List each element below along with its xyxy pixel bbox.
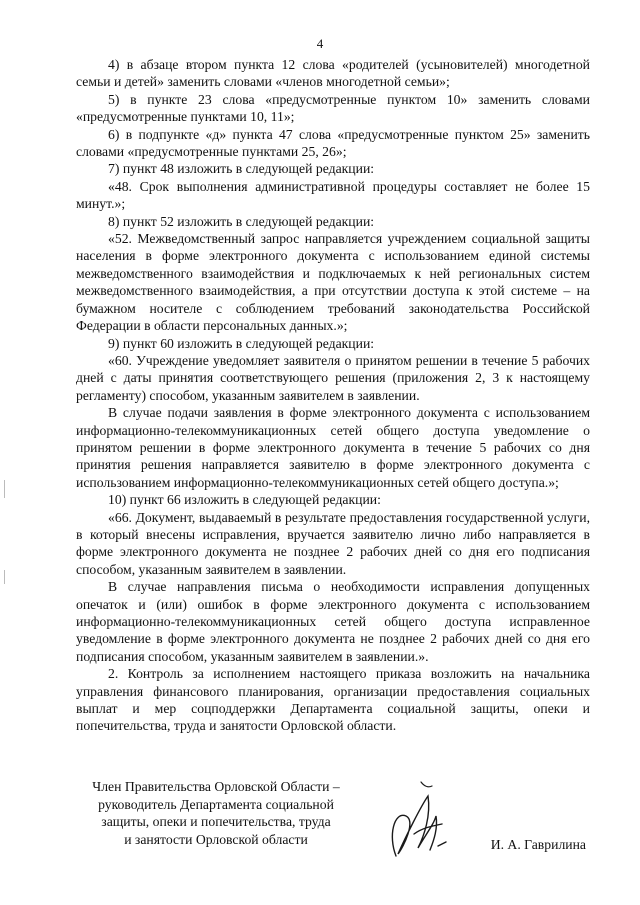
paragraph: 5) в пункте 23 слова «предусмотренные пунктом 10» заменить словами «предусмотренные пунктами 10, 11»; [76,91,590,125]
paragraph: 7) пункт 48 изложить в следующей редакции: [108,161,375,177]
paragraph: В случае подачи заявления в форме электронного документа с использованием информационно-телекоммуникационных сетей общего доступа уведомление о принятом решении в форме электронного документа в течение 5 рабочих со дня принятия решения направляется заявителю в форме электронного документа с использованием информационно-телекоммуникационных сетей общего доступа.»; [76,405,590,490]
page-number: 4 [316,36,324,51]
paragraph: В случае направления письма о необходимости исправления допущенных опечаток и (или) ошибок в форме электронного документа с использованием информационно-телекоммуникационных сетей общего доступа исправленное уведомление в форме электронного документа не позднее 2 рабочих дней со дня его подписания способом, указанным заявителем в заявлении.». [76,579,590,664]
paragraph: «60. Учреждение уведомляет заявителя о принятом решении в течение 5 рабочих дней с даты принятия соответствующего решения (приложения 2, 3 к настоящему регламенту) способом, указанным заявителем в заявлении. [76,352,590,403]
scan-edge-mark [4,480,5,498]
signatory-name: И. А. Гаврилина [490,837,586,852]
paragraph: «52. Межведомственный запрос направляется учреждением социальной защиты населения в форме электронного документа с использованием единой системы межведомственного взаимодействия и подключаемых к ней региональных систем межведомственного взаимодействия, а при отсутствии доступа к этой системе – на бумажном носителе с соблюдением требований законодательства Российской Федерации в области персональных данных.»; [76,231,590,334]
paragraph: 10) пункт 66 изложить в следующей редакции: [108,492,381,508]
paragraph: 8) пункт 52 изложить в следующей редакции: [108,213,375,229]
paragraph: «48. Срок выполнения административной процедуры составляет не более 15 минут.»; [76,178,590,212]
paragraph: «66. Документ, выдаваемый в результате предоставления государственной услуги, в который внесены исправления, вручается заявителю лично либо направляется в форме электронного документа не позднее 2 рабочих дней со дня его подписания способом, указанным заявителем в заявлении. [76,509,590,577]
scan-edge-mark [4,570,5,584]
handwritten-signature [376,776,456,871]
document-body [76,56,590,735]
paragraph: 2. Контроль за исполнением настоящего приказа возложить на начальника управления финансового планирования, организации предоставления социальных выплат и мер соцподдержки Департамента социальной защиты, опеки и попечительства, труда и занятости Орловской области. [76,666,590,734]
signature-block [76,778,590,878]
paragraph: 4) в абзаце втором пункта 12 слова «родителей (усыновителей) многодетной семьи и детей» заменить словами «членов многодетной семьи»; [76,57,590,90]
signatory-title: Член Правительства Орловской Области – руководитель Департамента социальной защиты, опеки и попечительства, труда и занятости Орловской области [92,779,340,847]
paragraph: 6) в подпункте «д» пункта 47 слова «предусмотренные пунктом 25» заменить словами «предусмотренные пунктами 25, 26»; [76,126,590,160]
paragraph: 9) пункт 60 изложить в следующей редакции: [108,335,375,351]
